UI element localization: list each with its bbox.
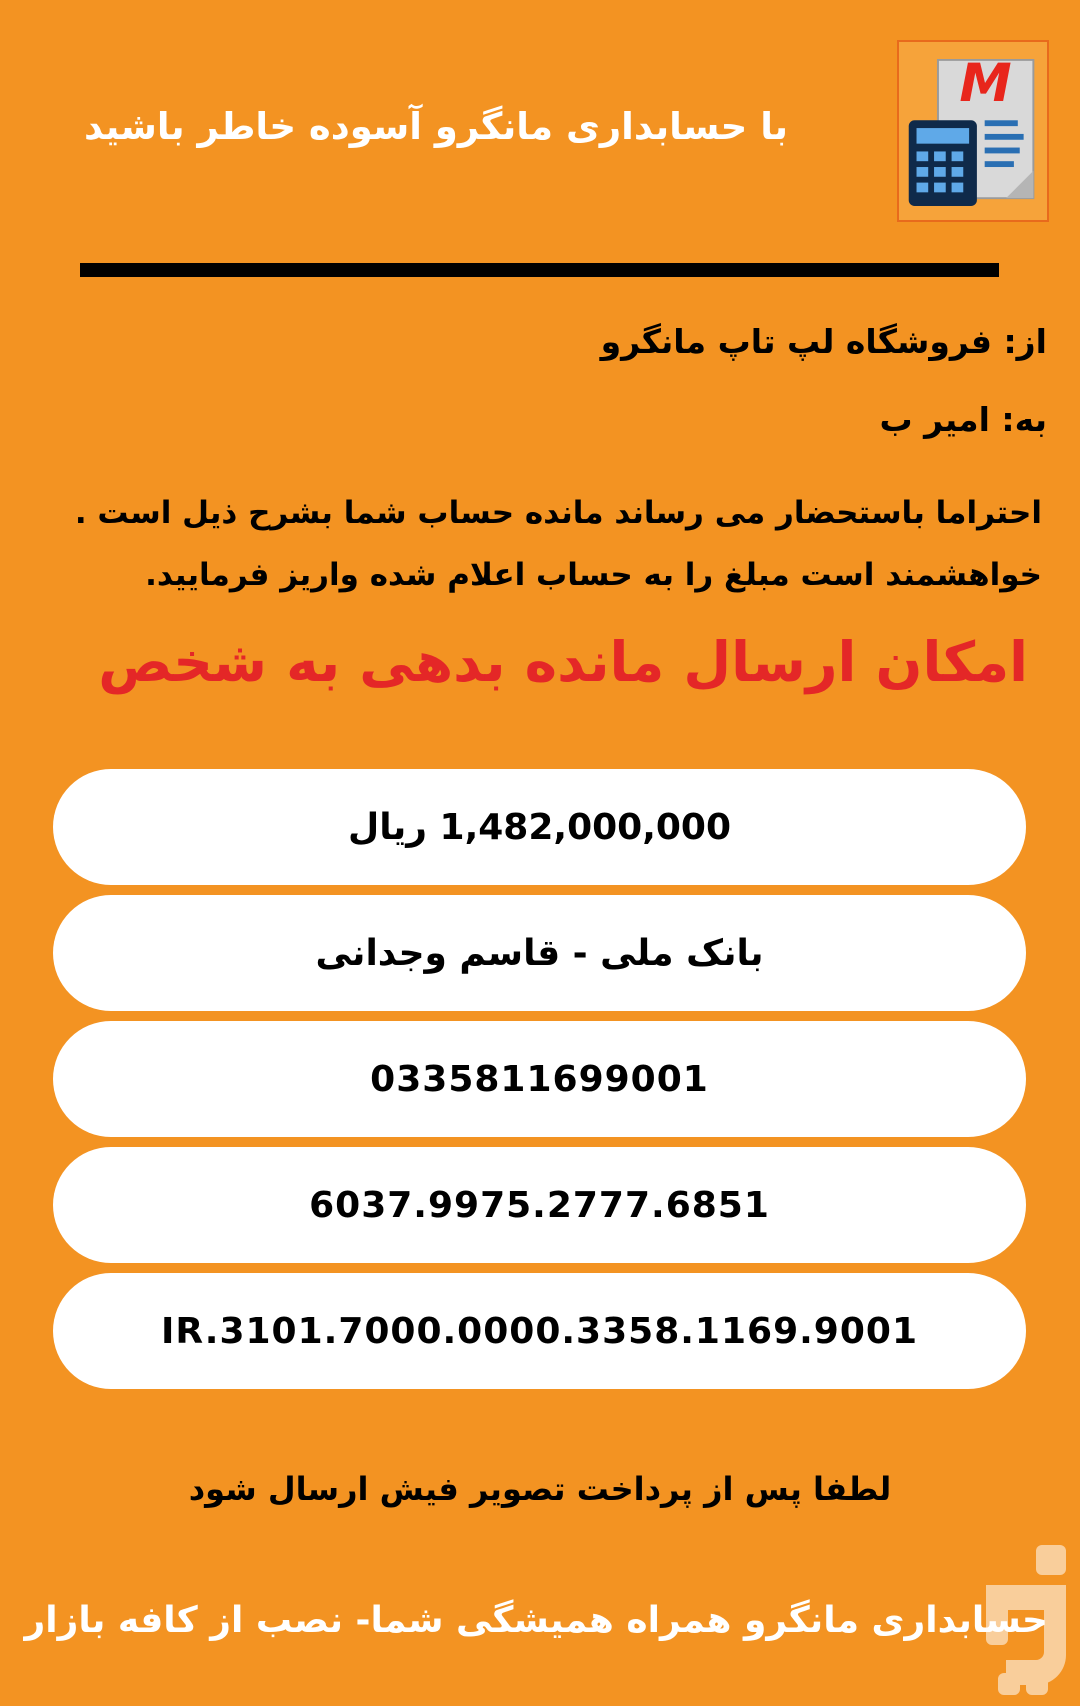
card-number-field[interactable]: [53, 1147, 1026, 1263]
iban-field[interactable]: [53, 1273, 1026, 1389]
letter-body: [12, 482, 1042, 606]
letter-to-line: به: امیر ب: [879, 400, 1047, 439]
letter-body-line-1: احتراما باستحضار می رساند مانده حساب شما بشرح ذیل است .: [74, 495, 1042, 531]
card-number-value: 6037.9975.2777.6851: [309, 1184, 770, 1226]
letter-from-line: از: فروشگاه لپ تاپ مانگرو: [600, 322, 1047, 361]
bank-holder-value: بانک ملی - قاسم وجدانی: [315, 932, 764, 974]
payment-receipt-note: لطفا پس از پرداخت تصویر فیش ارسال شود: [188, 1470, 892, 1508]
debt-headline: امکان ارسال مانده بدهی به شخص: [98, 630, 1028, 694]
amount-value: 1,482,000,000 ریال: [347, 806, 732, 848]
iban-value: IR.3101.7000.0000.3358.1169.9001: [160, 1310, 918, 1352]
bank-holder-field[interactable]: [53, 895, 1026, 1011]
svg-text:M: M: [959, 52, 1012, 114]
letter-body-line-2: خواهشمند است مبلغ را به حساب اعلام شده واریز فرمایید.: [145, 557, 1042, 593]
app-logo-icon: [897, 40, 1049, 222]
footer-slogan: حسابداری مانگرو همراه همیشگی شما- نصب از کافه بازار: [24, 1600, 1048, 1641]
amount-field[interactable]: [53, 769, 1026, 885]
account-number-value: 0335811699001: [370, 1058, 709, 1100]
header-slogan: با حسابداری مانگرو آسوده خاطر باشید: [84, 105, 788, 148]
header-divider: [80, 263, 999, 277]
account-number-field[interactable]: [53, 1021, 1026, 1137]
